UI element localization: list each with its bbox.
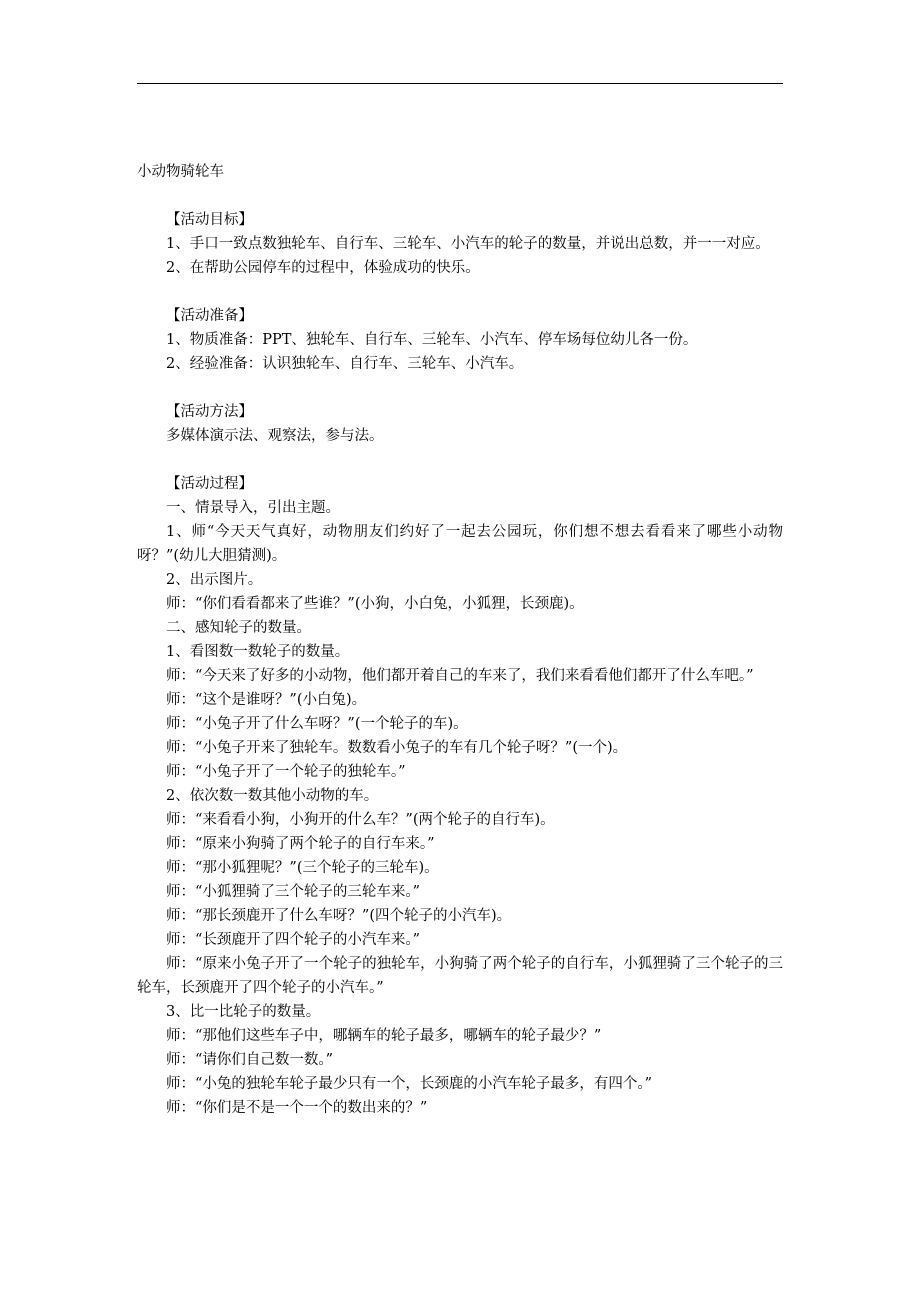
section-spacer <box>137 184 783 208</box>
paragraph: 1、物质准备：PPT、独轮车、自行车、三轮车、小汽车、停车场每位幼儿各一份。 <box>166 332 698 348</box>
section-heading-preparation: 【活动准备】 <box>166 308 253 324</box>
paragraph: 师：“原来小狗骑了两个轮子的自行车来。” <box>166 836 435 852</box>
paragraph: 2、在帮助公园停车的过程中，体验成功的快乐。 <box>166 260 480 276</box>
paragraph: 师：“那长颈鹿开了什么车呀？”(四个轮子的小汽车)。 <box>166 908 512 924</box>
paragraph: 二、感知轮子的数量。 <box>166 620 311 636</box>
paragraph: 师：“这个是谁呀？”(小白兔)。 <box>166 692 367 708</box>
section-spacer <box>137 280 783 304</box>
paragraph: 1、手口一致点数独轮车、自行车、三轮车、小汽车的轮子的数量，并说出总数，并一一对应。 <box>166 236 770 252</box>
section-heading-goals: 【活动目标】 <box>166 212 253 228</box>
paragraph: 多媒体演示法、观察法，参与法。 <box>166 428 384 444</box>
paragraph: 1、看图数一数轮子的数量。 <box>166 644 350 660</box>
paragraph: 师：“长颈鹿开了四个轮子的小汽车来。” <box>166 932 421 948</box>
section-heading-methods: 【活动方法】 <box>166 404 253 420</box>
paragraph: 师：“今天来了好多的小动物，他们都开着自己的车来了，我们来看看他们都开了什么车吧。” <box>166 668 754 684</box>
paragraph: 2、出示图片。 <box>166 572 263 588</box>
paragraph: 师：“那小狐狸呢？”(三个轮子的三轮车)。 <box>166 860 439 876</box>
header-rule <box>137 83 783 84</box>
paragraph: 2、依次数一数其他小动物的车。 <box>166 788 379 804</box>
paragraph: 师：“小兔子开来了独轮车。数数看小兔子的车有几个轮子呀？”(一个)。 <box>166 740 628 756</box>
paragraph: 师：“来看看小狗，小狗开的什么车？”(两个轮子的自行车)。 <box>166 812 555 828</box>
section-heading-process: 【活动过程】 <box>166 476 253 492</box>
section-spacer <box>137 376 783 400</box>
paragraph: 师：“你们是不是一个一个的数出来的？” <box>166 1100 428 1116</box>
paragraph: 2、经验准备：认识独轮车、自行车、三轮车、小汽车。 <box>166 356 524 372</box>
paragraph: 一、情景导入，引出主题。 <box>166 500 340 516</box>
paragraph: 师：“小狐狸骑了三个轮子的三轮车来。” <box>166 884 421 900</box>
paragraph: 师：“小兔子开了什么车呀？”(一个轮子的车)。 <box>166 716 468 732</box>
paragraph: 师：“请你们自己数一数。” <box>166 1052 334 1068</box>
paragraph: 师：“小兔的独轮车轮子最少只有一个，长颈鹿的小汽车轮子最多，有四个。” <box>166 1076 653 1092</box>
section-spacer <box>137 448 783 472</box>
paragraph: 1、师“今天天气真好，动物朋友们约好了一起去公园玩，你们想不想去看看来了哪些小动物呀？”(幼儿大胆猜测)。 <box>137 524 783 564</box>
document-body <box>137 160 783 1120</box>
paragraph: 3、比一比轮子的数量。 <box>166 1004 321 1020</box>
paragraph: 师：“原来小兔子开了一个轮子的独轮车，小狗骑了两个轮子的自行车，小狐狸骑了三个轮子的三轮车，长颈鹿开了四个轮子的小汽车。” <box>137 956 783 996</box>
paragraph: 师：“那他们这些车子中，哪辆车的轮子最多，哪辆车的轮子最少？” <box>166 1028 602 1044</box>
paragraph: 师：“小兔子开了一个轮子的独轮车。” <box>166 764 406 780</box>
paragraph: 师：“你们看看都来了些谁？”(小狗，小白兔，小狐狸，长颈鹿)。 <box>166 596 584 612</box>
document-title: 小动物骑轮车 <box>137 164 224 180</box>
